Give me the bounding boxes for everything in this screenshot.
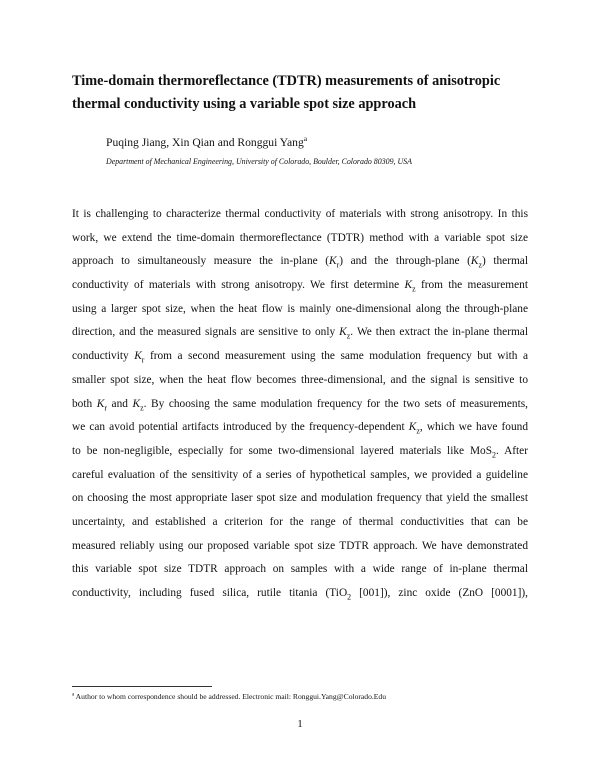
footnote-separator (72, 686, 212, 687)
abstract-line: this variable spot size TDTR approach on samples with a wide range of in-plane thermal (72, 563, 528, 576)
abstract-line: conductivity $K_r$ from a second measurement using the same modulation frequency but with a (72, 350, 529, 365)
footnote-text: Author to whom correspondence should be addressed. Electronic mail: Ronggui.Yang@Colorado.Edu (74, 692, 387, 701)
abstract-body (72, 203, 528, 606)
abstract-line: using a larger spot size, when the heat flow is mainly one-dimensional along the through-plane (72, 302, 528, 315)
abstract-line: smaller spot size, when the heat flow becomes three-dimensional, and the signal is sensitive to (72, 373, 528, 386)
abstract-line: conductivity of materials with strong anisotropy. We first determine $K_z$ from the measurement (72, 279, 528, 294)
footnote-mark: a (72, 692, 75, 698)
abstract-line: conductivity, including fused silica, rutile titania (TiO$_2$ [001]), zinc oxide (ZnO [0001]), (72, 587, 528, 602)
author-affiliation: Department of Mechanical Engineering, University of Colorado, Boulder, Colorado 80309, USA (106, 157, 412, 166)
author-list (106, 135, 307, 151)
title-line-2: thermal conductivity using a variable spot size approach (72, 96, 417, 112)
footnote (72, 691, 386, 703)
abstract-line: on choosing the most appropriate laser spot size and modulation frequency that yield the smallest (72, 492, 528, 505)
abstract-line: to be non-negligible, especially for some two-dimensional layered materials like MoS$_2$. After (72, 444, 528, 460)
abstract-line: uncertainty, and established a criterion for the range of thermal conductivities that can be (72, 515, 528, 528)
abstract-line: both $K_r$ and $K_z$. By choosing the same modulation frequency for the two sets of measurements, (72, 397, 528, 412)
abstract-line: work, we extend the time-domain thermoreflectance (TDTR) method with a variable spot size (72, 231, 528, 244)
abstract-line: we can avoid potential artifacts introduced by the frequency-dependent $K_z$, which we have found (72, 421, 528, 436)
author-footnote-mark: a (303, 134, 308, 144)
paper-title (72, 70, 542, 116)
abstract-line: careful evaluation of the sensitivity of a series of hypothetical samples, we provided a guideline (72, 468, 528, 481)
page-number: 1 (297, 718, 303, 730)
author-names: Puqing Jiang, Xin Qian and Ronggui Yang (106, 136, 304, 149)
abstract-line: It is challenging to characterize thermal conductivity of materials with strong anisotropy. In this (72, 208, 528, 220)
abstract-line: measured reliably using our proposed variable spot size TDTR approach. We have demonstrated (72, 539, 528, 552)
abstract-line: approach to simultaneously measure the in-plane $(K_r)$ and the through-plane $(K_z)$ thermal (72, 255, 528, 270)
abstract-line: direction, and the measured signals are sensitive to only $K_z$. We then extract the in-plane thermal (72, 326, 528, 341)
title-line-1: Time-domain thermoreflectance (TDTR) measurements of anisotropic (72, 73, 501, 89)
